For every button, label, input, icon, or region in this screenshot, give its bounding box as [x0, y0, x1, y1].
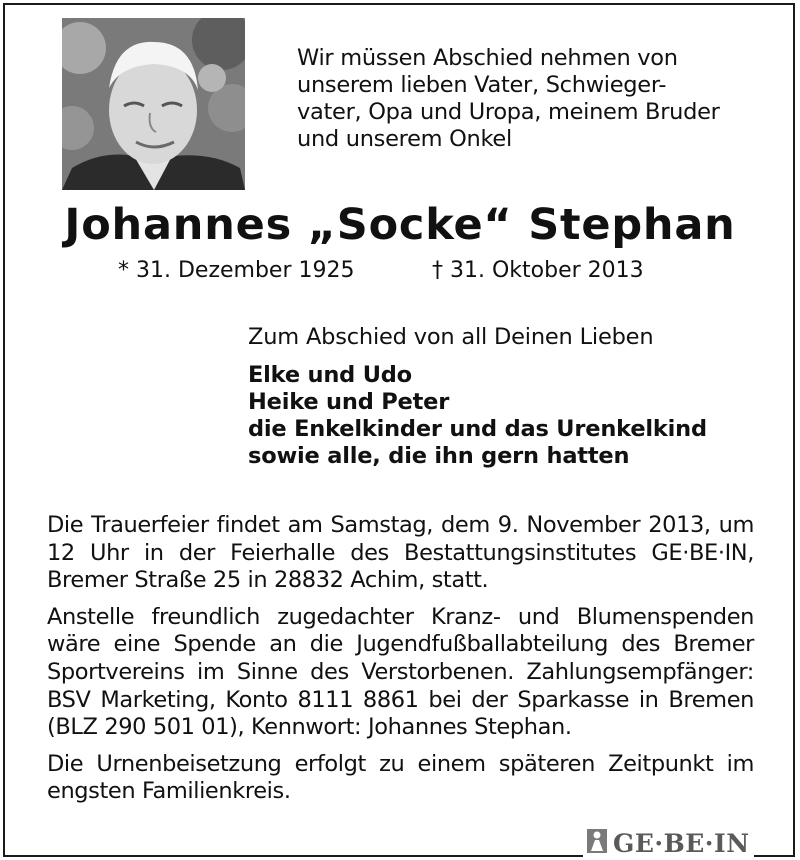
mourner-line: die Enkelkinder und das Urenkelkind: [248, 416, 707, 442]
intro-line: vater, Opa und Uropa, meinem Bruder: [297, 99, 720, 125]
intro-text: [297, 45, 755, 153]
mourner-line: Heike und Peter: [248, 389, 450, 415]
farewell-line: Zum Abschied von all Deinen Lieben: [248, 324, 654, 350]
service-details: [47, 512, 754, 815]
birth-date: * 31. Dezember 1925: [118, 258, 355, 283]
intro-line: unserem lieben Vater, Schwieger-: [297, 72, 667, 98]
burial-paragraph: Die Urnenbeisetzung erfolgt zu einem späteren Zeitpunkt im engsten Familienkreis.: [47, 750, 754, 805]
mourner-line: sowie alle, die ihn gern hatten: [248, 443, 630, 469]
mourners-list: [248, 362, 707, 470]
portrait-photo: [62, 18, 245, 190]
figure-icon: [587, 829, 607, 857]
intro-line: Wir müssen Abschied nehmen von: [297, 45, 678, 71]
mourner-line: Elke und Udo: [248, 362, 412, 388]
donation-paragraph: Anstelle freundlich zugedachter Kranz- und Blumenspenden wäre eine Spende an die Jugendfußballabteilung des Bremer Sportvereins im Sinne des Verstorbenen. Zahlungsempfänger: BSV Marketing, Konto 8111 8861 bei der Sparkasse in Bremen (BLZ 290 501 01), Kennwort: Johannes Stephan.: [47, 603, 754, 741]
deceased-name: Johannes „Socke“ Stephan: [64, 200, 736, 250]
logo-text: GE·BE·IN: [613, 828, 750, 858]
death-date: † 31. Oktober 2013: [432, 258, 644, 283]
funeral-home-logo: [583, 828, 754, 858]
funeral-paragraph: Die Trauerfeier findet am Samstag, dem 9. November 2013, um 12 Uhr in der Feierhalle des Bestattungsinstitutes GE·BE·IN, Bremer Straße 25 in 28832 Achim, statt.: [47, 512, 754, 594]
intro-line: und unserem Onkel: [297, 126, 512, 152]
